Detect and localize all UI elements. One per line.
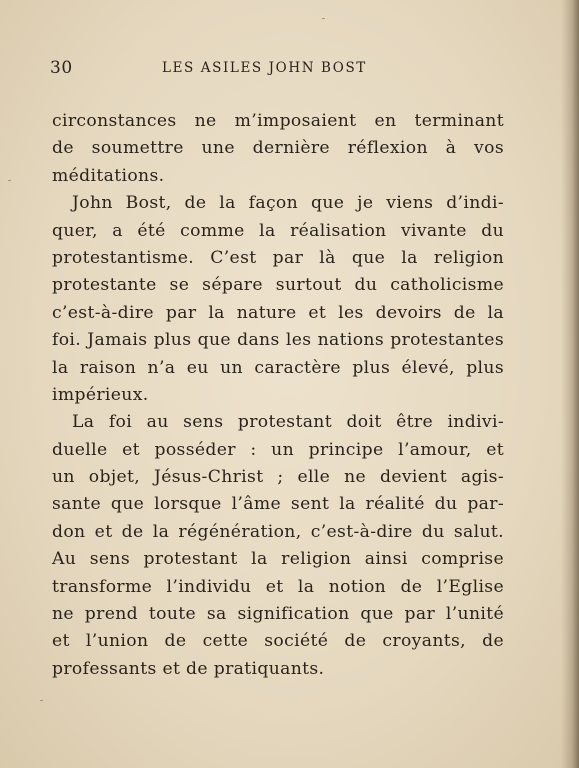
text-line: transforme l’individu et la notion de l’Eglise (52, 576, 504, 597)
paper-speck (40, 700, 43, 701)
text-line: de soumettre une dernière réflexion à vos (52, 138, 504, 159)
paper-speck (8, 180, 11, 181)
text-line: professants et de pratiquants. (52, 658, 325, 679)
text-line: La foi au sens protestant doit être indivi- (72, 412, 504, 433)
text-line: un objet, Jésus-Christ ; elle ne devient agis- (52, 467, 504, 488)
text-line: John Bost, de la façon que je viens d’indi- (72, 193, 504, 214)
text-line: duelle et posséder : un principe l’amour, et (52, 439, 504, 460)
paper-speck (322, 18, 325, 19)
body-text (52, 108, 504, 683)
text-line: impérieux. (52, 384, 149, 405)
text-line: protestantisme. C’est par là que la religion (52, 247, 504, 268)
text-line: foi. Jamais plus que dans les nations protestantes (52, 330, 504, 351)
text-line: sante que lorsque l’âme sent la réalité du par- (52, 494, 504, 515)
text-line: méditations. (52, 165, 165, 186)
text-line: ne prend toute sa signification que par l’unité (52, 604, 504, 625)
text-line: la raison n’a eu un caractère plus élevé, plus (52, 357, 504, 378)
text-line: circonstances ne m’imposaient en terminant (52, 111, 504, 131)
text-line: quer, a été comme la réalisation vivante du (52, 220, 504, 241)
page-header (50, 58, 510, 80)
text-line: et l’union de cette société de croyants, de (52, 631, 504, 652)
text-line: Au sens protestant la religion ainsi comprise (52, 549, 504, 570)
running-title: LES ASILES JOHN BOST (162, 60, 367, 76)
text-line: protestante se sépare surtout du catholicisme (52, 275, 504, 296)
page-edge-shadow (561, 0, 579, 768)
text-line: c’est-à-dire par la nature et les devoirs de la (52, 302, 504, 323)
page-number: 30 (50, 58, 73, 78)
text-line: don et de la régénération, c’est-à-dire du salut. (52, 521, 504, 542)
